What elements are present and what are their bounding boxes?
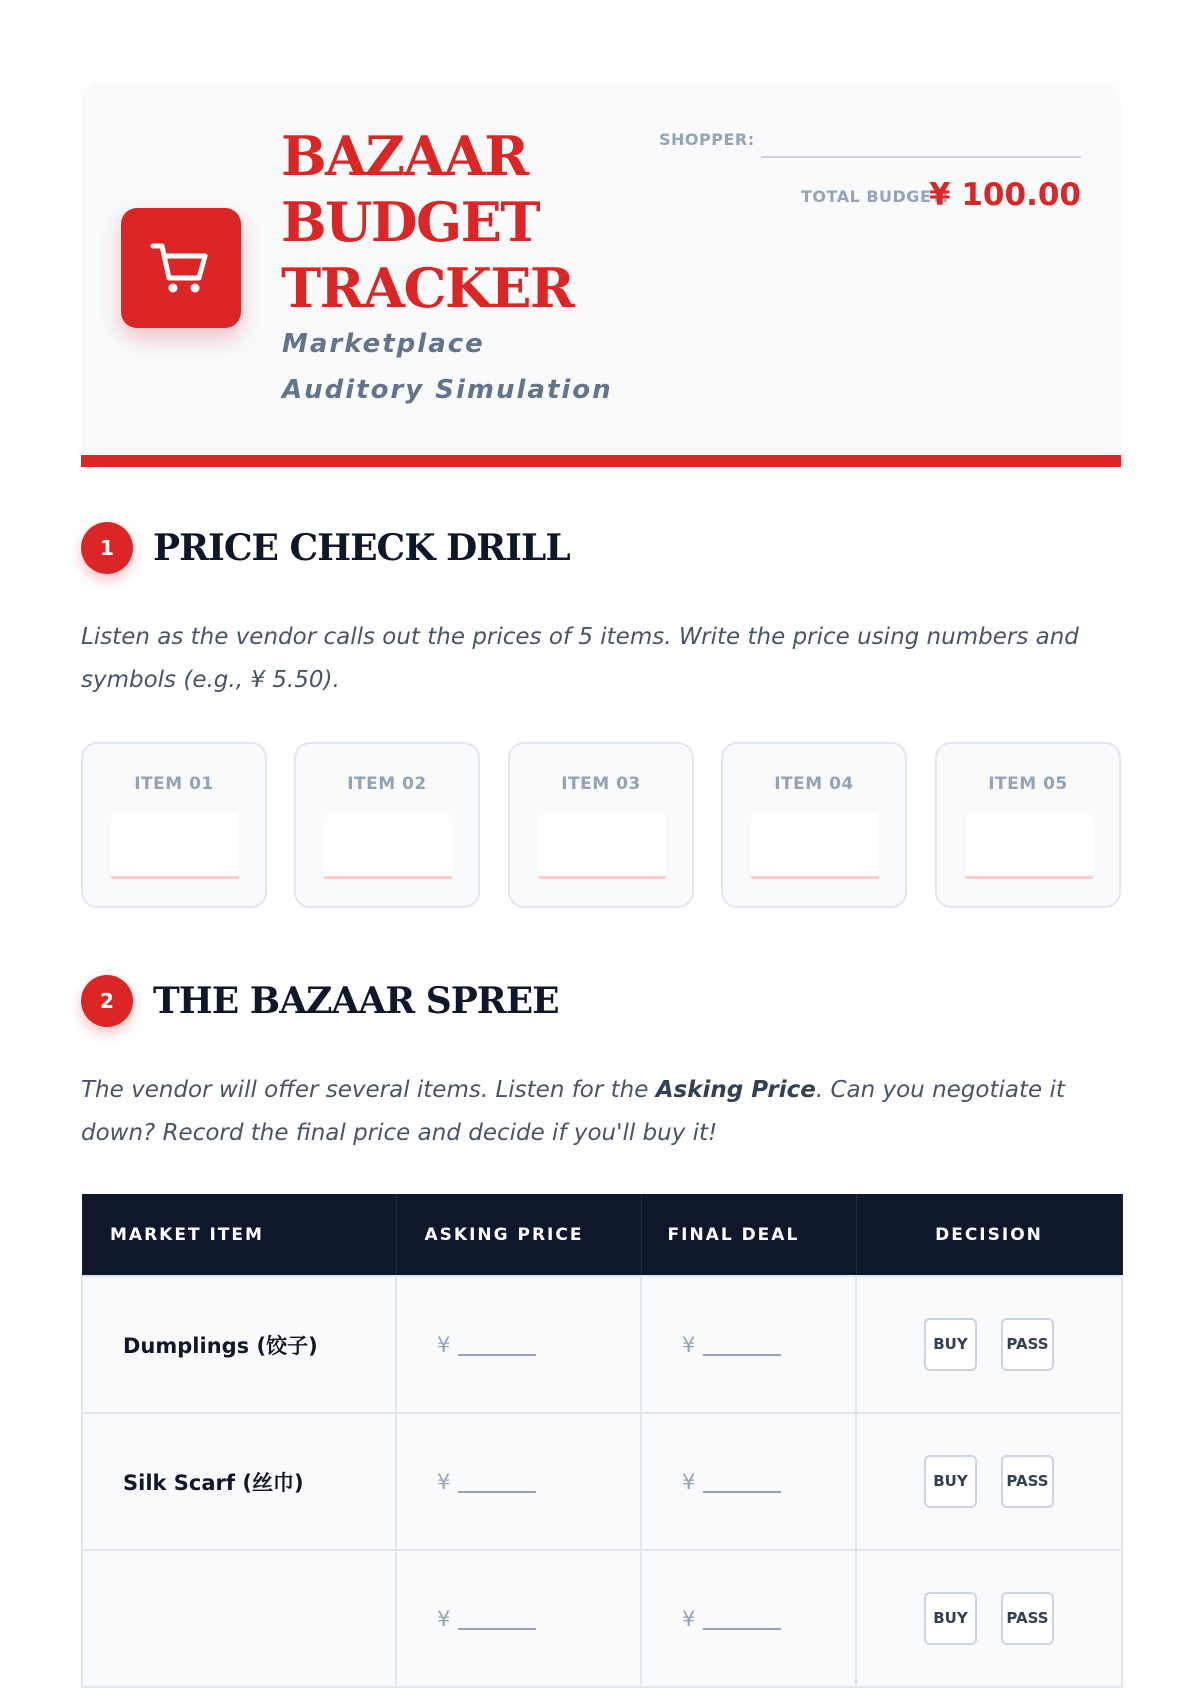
section-2-header bbox=[81, 975, 559, 1027]
budget-value: ¥ 100.00 bbox=[929, 177, 1081, 213]
final-deal-field[interactable] bbox=[641, 1413, 856, 1550]
table-header-row bbox=[82, 1194, 1122, 1276]
item-label: ITEM 04 bbox=[774, 774, 854, 794]
buy-button[interactable]: BUY bbox=[924, 1455, 977, 1508]
item-price-input[interactable] bbox=[324, 813, 452, 879]
decision-cell bbox=[856, 1413, 1122, 1550]
column-header: FINAL DEAL bbox=[641, 1194, 856, 1276]
asking-price-field[interactable] bbox=[396, 1413, 641, 1550]
bazaar-spree-table bbox=[81, 1194, 1123, 1688]
currency-symbol: ¥ bbox=[682, 1332, 696, 1357]
section-1-header bbox=[81, 522, 570, 574]
final-deal-field[interactable] bbox=[641, 1276, 856, 1413]
shopper-label: SHOPPER: bbox=[659, 130, 755, 149]
market-item-name bbox=[82, 1550, 396, 1687]
pass-button[interactable]: PASS bbox=[1001, 1318, 1054, 1371]
instructions-text: The vendor will offer several items. Listen for the bbox=[81, 1077, 656, 1103]
table-row bbox=[82, 1276, 1122, 1413]
currency-symbol: ¥ bbox=[437, 1606, 451, 1631]
pass-button[interactable]: PASS bbox=[1001, 1592, 1054, 1645]
item-card bbox=[508, 742, 694, 908]
item-price-input[interactable] bbox=[751, 813, 879, 879]
budget-label: TOTAL BUDGET: bbox=[801, 187, 949, 206]
instructions-text: . Can you negotiate it down? Record the final price and decide if you'll buy it! bbox=[81, 1077, 1065, 1146]
asking-price-field[interactable] bbox=[396, 1550, 641, 1687]
brand-title bbox=[281, 123, 601, 321]
pass-button[interactable]: PASS bbox=[1001, 1455, 1054, 1508]
final-deal-field[interactable] bbox=[641, 1550, 856, 1687]
item-label: ITEM 05 bbox=[988, 774, 1068, 794]
asking-price-field[interactable] bbox=[396, 1276, 641, 1413]
item-card bbox=[935, 742, 1121, 908]
currency-symbol: ¥ bbox=[682, 1469, 696, 1494]
decision-cell bbox=[856, 1550, 1122, 1687]
item-price-input[interactable] bbox=[538, 813, 666, 879]
item-price-input[interactable] bbox=[111, 813, 239, 879]
item-label: ITEM 02 bbox=[347, 774, 427, 794]
item-card bbox=[294, 742, 480, 908]
buy-button[interactable]: BUY bbox=[924, 1592, 977, 1645]
brand-title-line: BUDGET bbox=[281, 190, 540, 254]
column-header: MARKET ITEM bbox=[82, 1194, 396, 1276]
shopping-cart-icon bbox=[149, 236, 213, 300]
brand-title-line: BAZAAR bbox=[281, 124, 528, 188]
instructions-emphasis: Asking Price bbox=[655, 1077, 816, 1103]
buy-button[interactable]: BUY bbox=[924, 1318, 977, 1371]
item-card bbox=[81, 742, 267, 908]
section-number-badge: 2 bbox=[81, 975, 133, 1027]
item-card bbox=[721, 742, 907, 908]
decision-cell bbox=[856, 1276, 1122, 1413]
item-label: ITEM 01 bbox=[134, 774, 214, 794]
brand-title-line: TRACKER bbox=[281, 256, 574, 320]
column-header: ASKING PRICE bbox=[396, 1194, 641, 1276]
table-row bbox=[82, 1413, 1122, 1550]
table-row bbox=[82, 1550, 1122, 1687]
item-price-input[interactable] bbox=[965, 813, 1093, 879]
shopper-field[interactable] bbox=[761, 156, 1081, 158]
column-header: DECISION bbox=[856, 1194, 1122, 1276]
price-check-items bbox=[81, 742, 1121, 908]
header-card bbox=[81, 81, 1121, 467]
currency-symbol: ¥ bbox=[437, 1469, 451, 1494]
brand-subtitle: Marketplace Auditory Simulation bbox=[282, 329, 613, 405]
currency-symbol: ¥ bbox=[437, 1332, 451, 1357]
section-title: PRICE CHECK DRILL bbox=[153, 527, 570, 569]
market-item-name: Silk Scarf (丝巾) bbox=[82, 1413, 396, 1550]
section-2-instructions bbox=[81, 1069, 1121, 1155]
section-number-badge: 1 bbox=[81, 522, 133, 574]
section-1-instructions: Listen as the vendor calls out the prices of 5 items. Write the price using numbers and symbols (e.g., ¥ 5.50). bbox=[81, 624, 1079, 693]
currency-symbol: ¥ bbox=[682, 1606, 696, 1631]
market-item-name: Dumplings (饺子) bbox=[82, 1276, 396, 1413]
section-title: THE BAZAAR SPREE bbox=[153, 980, 559, 1022]
item-label: ITEM 03 bbox=[561, 774, 641, 794]
logo bbox=[121, 208, 241, 328]
